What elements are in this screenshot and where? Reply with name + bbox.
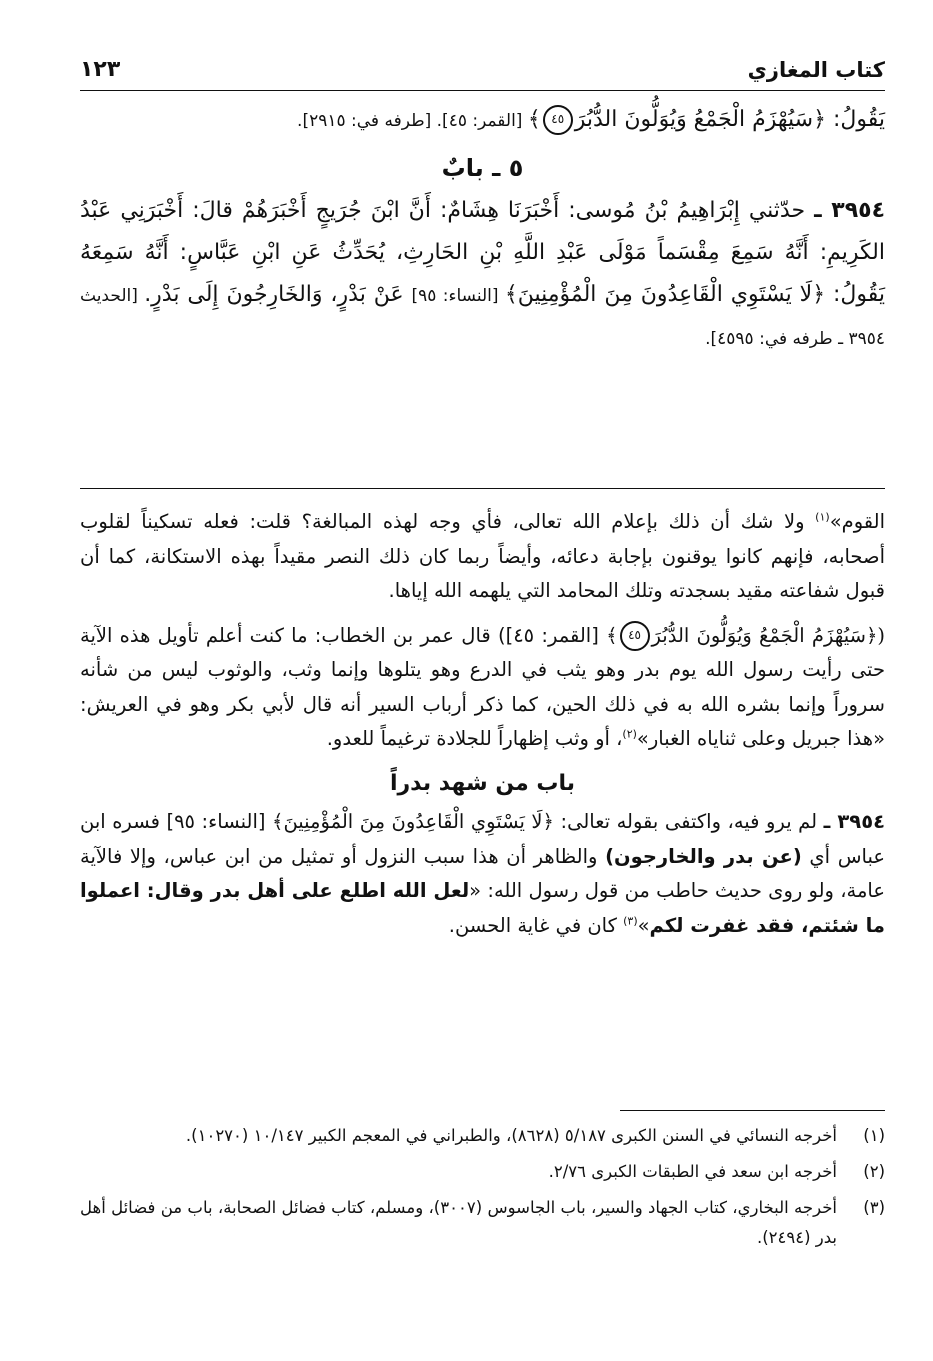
ayah-number-marker: ٤٥ [620, 621, 650, 651]
book-title: كتاب المغازي [747, 58, 885, 82]
footnote-ref: (٣) [623, 914, 638, 927]
footnote-ref: (١) [815, 510, 830, 524]
verse-reference: [القمر: ٤٥]. [طرفه في: ٢٩١٥]. [297, 111, 528, 131]
commentary-text: [النساء: ٩٥] فسره ابن عباس أي [80, 810, 886, 868]
running-head [80, 50, 885, 91]
commentary-text: القوم» [829, 510, 885, 533]
commentary-text: » [637, 913, 650, 937]
footnote-number: (١) [863, 1126, 885, 1145]
main-text [80, 99, 885, 360]
footnote-text: أخرجه ابن سعد في الطبقات الكبرى ٢/٧٦. [548, 1162, 837, 1181]
footnote-ref: (٢) [622, 727, 637, 741]
quran-verse: ﴿لَا يَسْتَوِي الْقَاعِدُونَ مِنَ الْمُؤْمِنِينَ﴾ [272, 810, 554, 833]
commentary-text: لم يرو فيه، واكتفى بقوله تعالى: [553, 810, 824, 833]
commentary-section [80, 505, 885, 953]
quran-verse: (﴿سَيُهْزَمُ الْجَمْعُ وَيُوَلُّونَ الدُّبُرَ [651, 623, 885, 647]
commentary-text: [القمر: ٤٥]) قال عمر بن الخطاب: ما كنت أعلم تأويل هذه الآية حتى رأيت رسول الله يوم بدر وهو يثب في الدرع وهو يتلوها وإنما وثب، والوثوب ليس من شأنه سروراً وإنما بشره الله به في ذلك الحين، كما ذكر أرباب السير أنه قال لأبي بكر وهو في العريش: «هذا جبريل وعلى ثناياه الغبار» [80, 623, 885, 750]
commentary-text: ولا شك أن ذلك بإعلام الله تعالى، فأي وجه لهذه المبالغة؟ قلت: فعله تسكيناً لقلوب أصحابه، فإنهم كانوا يوقنون بإجابة دعائه، وأيضاً ربما كان ذلك النصر مقيداً بهذه الاستكانة، كما أن قبول شفاعته مقيد بسجدته وتلك المحامد التي يلهمه الله إياها. [80, 510, 885, 602]
footnote-rule [620, 1110, 885, 1111]
page-number: ١٢٣ [80, 57, 121, 82]
quran-close-bracket: ﴾ [606, 623, 618, 647]
section-divider [80, 488, 885, 489]
footnote [80, 1193, 885, 1253]
verse-reference: [النساء: ٩٥] [411, 286, 505, 306]
commentary-paragraph [80, 619, 885, 757]
commentary-text: كان في غاية الحسن. [448, 913, 624, 937]
footnote [80, 1121, 885, 1151]
hadith-paragraph [80, 190, 885, 360]
opening-line [80, 99, 885, 142]
footnote [80, 1157, 885, 1187]
chapter-heading: ٥ ـ بابٌ [441, 154, 524, 182]
footnote-number: (٣) [863, 1198, 885, 1217]
bold-quote: لعل الله اطلع على أهل بدر وقال: اعملوا ما شئتم، فقد غفرت لكم [80, 879, 885, 937]
quran-close-bracket: ﴾ [527, 107, 541, 132]
bold-phrase: (عن بدر والخارجون) [605, 844, 802, 868]
commentary-text: ، أو وثب إظهاراً للجلادة ترغيماً للعدو. [326, 727, 623, 750]
opening-prefix: يَقُولُ: [825, 107, 885, 132]
hadith-reference: [الحديث ٣٩٥٤ ـ طرفه في: ٤٥٩٥]. [80, 286, 885, 349]
hadith-text: حدّثني إِبْرَاهِيمُ بْنُ مُوسى: أَخْبَرَنَا هِشَامٌ: أَنَّ ابْنَ جُرَيجٍ أَخْبَرَهُمْ قالَ: أَخْبَرَنِي عَبْدُ الكَرِيمِ: أَنَّهُ سَمِعَ مِقْسَماً مَوْلَى عَبْدِ اللَّهِ بْنِ الحَارِثِ، يُحَدِّثُ عَنِ ابْنِ عَبَّاسٍ: أَنَّهُ سَمِعَهُ يَقُولُ: [80, 198, 886, 307]
hadith-number: ٣٩٥٤ ـ [823, 810, 886, 833]
commentary-paragraph [80, 505, 885, 609]
quran-verse: ﴿لَا يَسْتَوِي الْقَاعِدُونَ مِنَ الْمُؤْمِنِينَ﴾ [504, 282, 826, 307]
footnote-number: (٢) [863, 1162, 885, 1181]
ayah-number-marker: ٤٥ [543, 105, 573, 135]
hadith-number: ٣٩٥٤ ـ [814, 198, 885, 223]
commentary-paragraph [80, 805, 885, 943]
commentary-heading: باب من شهد بدراً [389, 770, 576, 796]
commentary-text: والظاهر أن هذا سبب النزول أو تمثيل من ابن عباس، وإلا فالآية عامة، ولو روى حديث حاطب من قول رسول الله: « [80, 844, 886, 902]
footnote-text: أخرجه النسائي في السنن الكبرى ٥/١٨٧ (٨٦٢٨)، والطبراني في المعجم الكبير ١٠/١٤٧ (١٠٢٧٠). [185, 1126, 837, 1145]
quran-verse: ﴿سَيُهْزَمُ الْجَمْعُ وَيُوَلُّونَ الدُّبُرَ [574, 107, 826, 132]
footnote-text: أخرجه البخاري، كتاب الجهاد والسير، باب الجاسوس (٣٠٠٧)، ومسلم، كتاب فضائل الصحابة، باب من فضائل أهل بدر (٢٤٩٤). [80, 1198, 837, 1247]
hadith-text: عَنْ بَدْرٍ، وَالخَارِجُونَ إِلَى بَدْرٍ. [144, 282, 412, 307]
book-page [80, 50, 886, 1247]
footnotes [80, 1110, 885, 1259]
